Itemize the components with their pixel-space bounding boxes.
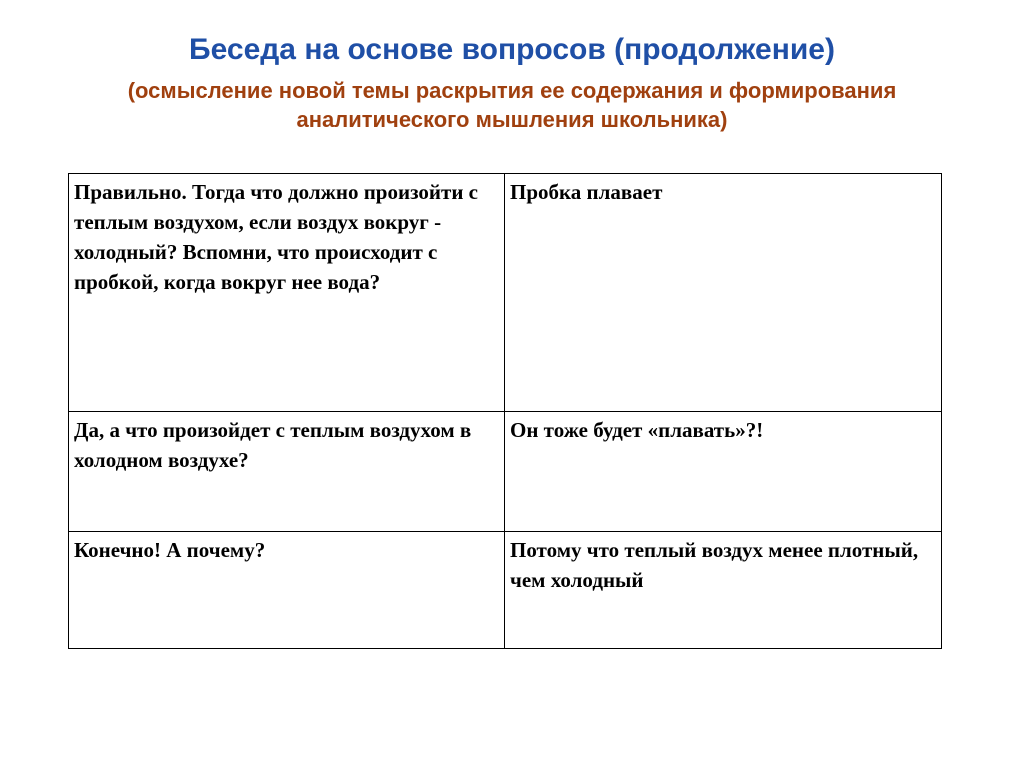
question-cell: Конечно! А почему? xyxy=(69,532,505,649)
table-row xyxy=(69,532,942,649)
question-cell: Правильно. Тогда что должно произойти с теплым воздухом, если воздух вокруг - холодный? Вспомни, что происходит с пробкой, когда вокруг нее вода? xyxy=(69,174,505,412)
question-cell: Да, а что произойдет с теплым воздухом в холодном воздухе? xyxy=(69,412,505,532)
answer-cell: Он тоже будет «плавать»?! xyxy=(505,412,942,532)
slide-subtitle: (осмысление новой темы раскрытия ее содержания и формирования аналитического мышления школьника) xyxy=(127,78,897,132)
table-row xyxy=(69,412,942,532)
slide-title: Беседа на основе вопросов (продолжение) xyxy=(189,33,835,66)
answer-cell: Пробка плавает xyxy=(505,174,942,412)
dialogue-table xyxy=(68,173,942,649)
answer-cell: Потому что теплый воздух менее плотный, чем холодный xyxy=(505,532,942,649)
table-row xyxy=(69,174,942,412)
